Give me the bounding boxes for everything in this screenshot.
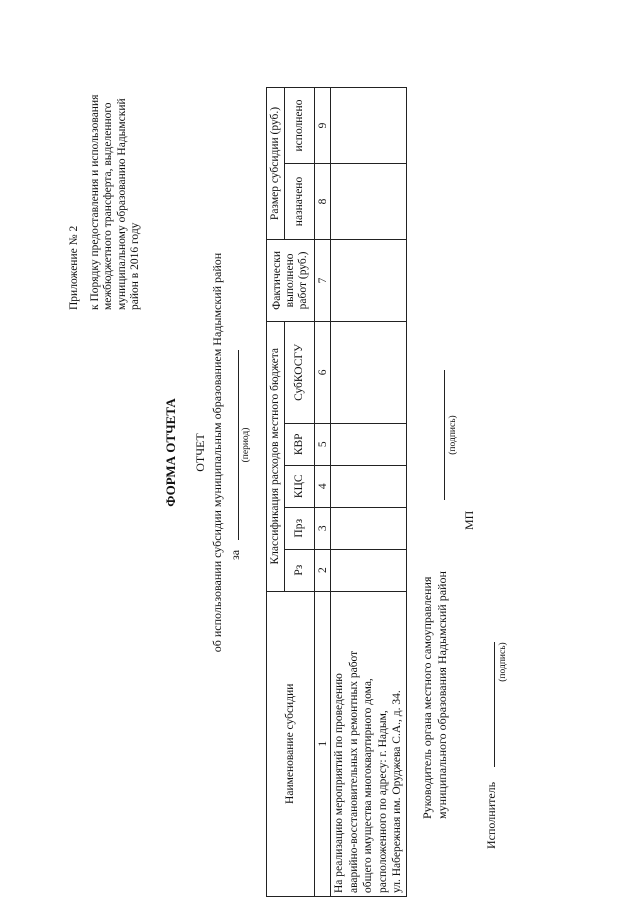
- kcs-cell[interactable]: [331, 465, 407, 507]
- report-title: ОТЧЕТ: [193, 433, 207, 472]
- rz-cell[interactable]: [331, 549, 407, 591]
- head-signature-label: [420, 571, 450, 819]
- table-row: [331, 88, 407, 897]
- head-title-line: Руководитель органа местного самоуправления: [420, 576, 434, 819]
- subsidy-report-table: [266, 87, 407, 897]
- stamp-label: МП: [462, 510, 476, 530]
- appendix-header: [68, 10, 143, 310]
- subsidy-name-line: аварийно-восстановительных и ремонтных работ: [347, 650, 360, 893]
- header-kcs: КЦС: [285, 465, 315, 507]
- head-signature-line[interactable]: [444, 370, 445, 500]
- actual-work-cell[interactable]: [331, 239, 407, 321]
- header-executed: исполнено: [285, 88, 315, 164]
- header-prz: Прз: [285, 507, 315, 549]
- executor-label: Исполнитель: [484, 781, 498, 849]
- column-number: 6: [315, 321, 331, 423]
- subsidy-name-cell: [331, 591, 407, 896]
- subsidy-name-line: На реализацию мероприятий по проведению: [333, 673, 345, 893]
- executor-signature-line[interactable]: [494, 642, 495, 767]
- column-number: 5: [315, 423, 331, 465]
- column-number: 1: [315, 591, 331, 896]
- assigned-cell[interactable]: [331, 164, 407, 240]
- form-title: ФОРМА ОТЧЕТА: [163, 398, 178, 507]
- appendix-line: муниципальному образованию Надымский: [115, 98, 128, 310]
- head-title-line: муниципального образования Надымский район: [435, 571, 449, 819]
- header-subsidy-size: Размер субсидии (руб.): [267, 88, 285, 240]
- header-kvr: КВР: [285, 423, 315, 465]
- period-prefix: за: [228, 549, 242, 560]
- head-signature-caption: (подпись): [448, 415, 458, 455]
- column-number: 8: [315, 164, 331, 240]
- appendix-line: район в 2016 году: [129, 222, 141, 310]
- appendix-line: к Порядку предоставления и использования: [88, 94, 101, 310]
- executor-signature-caption: (подпись): [498, 642, 508, 682]
- header-rz: Рз: [285, 549, 315, 591]
- header-assigned: назначено: [285, 164, 315, 240]
- appendix-number: Приложение № 2: [68, 225, 80, 310]
- report-subtitle: об использовании субсидии муниципальным образованием Надымский район: [210, 252, 224, 653]
- header-actual-work: Фактически выполнено работ (руб.): [267, 239, 315, 321]
- header-subsidy-name: Наименование субсидии: [267, 591, 315, 896]
- column-number: 7: [315, 239, 331, 321]
- column-number-row: [315, 88, 331, 897]
- header-classification: Классификация расходов местного бюджета: [267, 321, 285, 591]
- prz-cell[interactable]: [331, 507, 407, 549]
- executed-cell[interactable]: [331, 88, 407, 164]
- subsidy-name-line: расположенного по адресу: г. Надым,: [376, 710, 389, 893]
- column-number: 3: [315, 507, 331, 549]
- header-subkosgu: СубКОСГУ: [285, 321, 315, 423]
- appendix-line: межбюджетного трансферта, выделенного: [102, 102, 114, 310]
- subsidy-name-line: ул. Набережная им. Оруджева С.А., д. 34.: [391, 690, 403, 893]
- column-number: 9: [315, 88, 331, 164]
- kvr-cell[interactable]: [331, 423, 407, 465]
- column-number: 4: [315, 465, 331, 507]
- column-number: 2: [315, 549, 331, 591]
- period-caption: (период): [241, 427, 251, 463]
- subkosgu-cell[interactable]: [331, 321, 407, 423]
- subsidy-name-line: общего имущества многоквартирного дома,: [362, 678, 374, 893]
- period-input-line[interactable]: [238, 350, 239, 540]
